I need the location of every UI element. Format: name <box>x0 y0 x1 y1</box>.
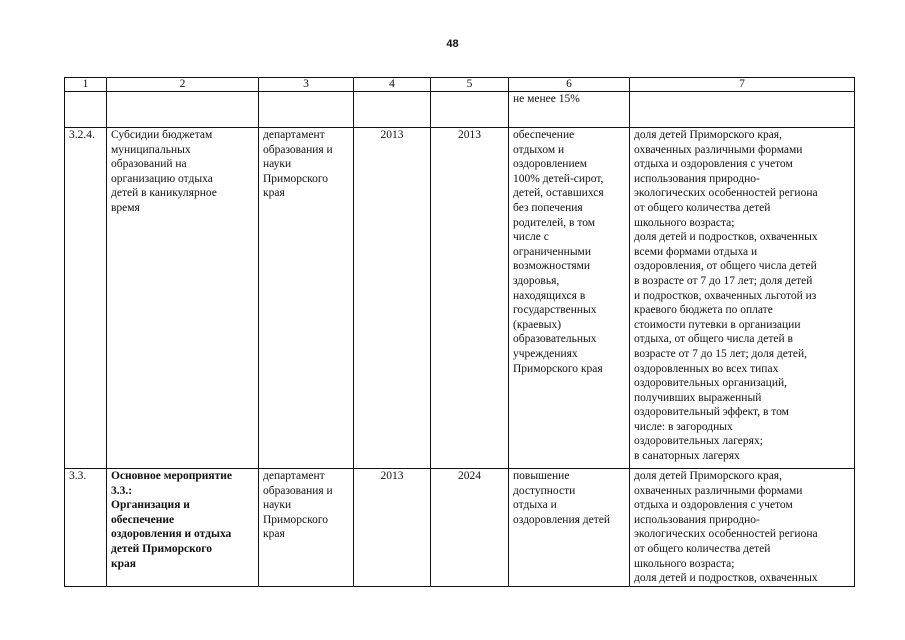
column-header: 5 <box>431 78 509 92</box>
table-header-row <box>65 78 855 92</box>
row-end-year <box>431 92 509 128</box>
row-end-year: 2013 <box>431 128 509 469</box>
column-header: 3 <box>259 78 354 92</box>
column-header: 1 <box>65 78 107 92</box>
row-code: 3.3. <box>65 469 107 587</box>
column-header: 2 <box>107 78 259 92</box>
program-table <box>64 77 855 587</box>
column-header: 6 <box>509 78 630 92</box>
column-header: 4 <box>354 78 431 92</box>
row-end-year: 2024 <box>431 469 509 587</box>
row-start-year: 2013 <box>354 128 431 469</box>
row-indicator: доля детей Приморского края, охваченных различными формами отдыха и оздоровления с учетом использования природно- экологических особенностей региона от общего количества детей школьного возраста; доля детей и подростков, охваченных <box>630 469 855 587</box>
row-name: Субсидии бюджетам муниципальных образований на организацию отдыха детей в каникулярное время <box>107 128 259 469</box>
table-row <box>65 92 855 128</box>
row-executor <box>259 92 354 128</box>
row-name <box>107 92 259 128</box>
row-result: повышение доступности отдыха и оздоровления детей <box>509 469 630 587</box>
page-number: 48 <box>446 38 459 50</box>
row-indicator <box>630 92 855 128</box>
row-result: обеспечение отдыхом и оздоровлением 100% детей-сирот, детей, оставшихся без попечения родителей, в том числе с ограниченными возможностями здоровья, находящихся в государственных (краевых) образовательных учреждениях Приморского края <box>509 128 630 469</box>
row-indicator: доля детей Приморского края, охваченных различными формами отдыха и оздоровления с учетом использования природно- экологических особенностей региона от общего количества детей школьного возраста; доля детей и подростков, охваченных всеми формами отдыха и оздоровления, от общего числа детей в возрасте от 7 до 17 лет; доля детей и подростков, охваченных льготой из краевого бюджета по оплате стоимости путевки в организации отдыха, от общего числа детей в возрасте от 7 до 15 лет; доля детей, оздоровленных во всех типах оздоровительных организаций, получивших выраженный оздоровительный эффект, в том числе: в загородных оздоровительных лагерях; в санаторных лагерях <box>630 128 855 469</box>
row-executor: департамент образования и науки Приморского края <box>259 128 354 469</box>
row-result: не менее 15% <box>509 92 630 128</box>
row-code <box>65 92 107 128</box>
row-executor: департамент образования и науки Приморского края <box>259 469 354 587</box>
row-start-year <box>354 92 431 128</box>
column-header: 7 <box>630 78 855 92</box>
row-start-year: 2013 <box>354 469 431 587</box>
table-row <box>65 469 855 587</box>
table-row <box>65 128 855 469</box>
row-name: Основное мероприятие 3.3.: Организация и обеспечение оздоровления и отдыха детей Приморского края <box>107 469 259 587</box>
row-code: 3.2.4. <box>65 128 107 469</box>
